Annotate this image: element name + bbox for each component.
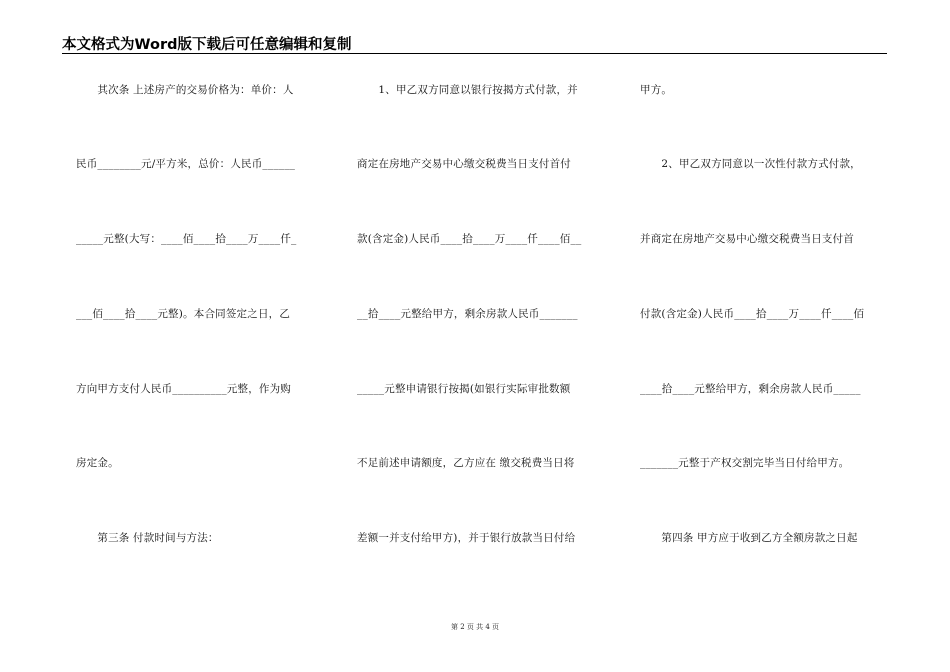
text-line: _______元整于产权交割完毕当日付给甲方。	[640, 457, 850, 469]
text-line: 方向甲方支付人民币__________元整，作为购	[76, 383, 291, 395]
document-header-title: 本文格式为Word版下载后可任意编辑和复制	[62, 37, 352, 53]
text-line: _____元整(大写：____佰____拾____万____仟_	[76, 233, 297, 245]
header-divider	[62, 53, 887, 54]
text-line: 不足前述申请额度，乙方应在 缴交税费当日将	[357, 457, 575, 469]
text-line: 其次条 上述房产的交易价格为：单价：人	[76, 84, 294, 96]
text-line: __拾____元整给甲方，剩余房款人民币_______	[357, 308, 578, 320]
text-line: 1、甲乙双方同意以银行按揭方式付款，并	[357, 84, 578, 96]
text-line: 并商定在房地产交易中心缴交税费当日支付首	[640, 233, 854, 245]
text-line: ___佰____拾____元整)。本合同签定之日，乙	[76, 308, 291, 320]
text-line: 甲方。	[640, 84, 673, 96]
text-line: 差额一并支付给甲方)，并于银行放款当日付给	[357, 532, 576, 544]
text-line: 款(含定金)人民币____拾____万____仟____佰__	[357, 233, 582, 245]
text-line: 第四条 甲方应于收到乙方全额房款之日起	[640, 532, 858, 544]
text-line: _____元整申请银行按揭(如银行实际审批数额	[357, 383, 571, 395]
text-line: 2、甲乙双方同意以一次性付款方式付款，	[640, 158, 861, 170]
text-line: 第三条 付款时间与方法：	[76, 532, 219, 544]
text-line: 商定在房地产交易中心缴交税费当日支付首付	[357, 158, 571, 170]
text-line: 民币________元/平方米，总价：人民币______	[76, 158, 296, 170]
text-line: 付款(含定金)人民币____拾____万____仟____佰	[640, 308, 865, 320]
text-line: ____拾____元整给甲方，剩余房款人民币_____	[640, 383, 861, 395]
text-line: 房定金。	[76, 457, 119, 469]
page-number: 第 2 页 共 4 页	[450, 623, 500, 631]
